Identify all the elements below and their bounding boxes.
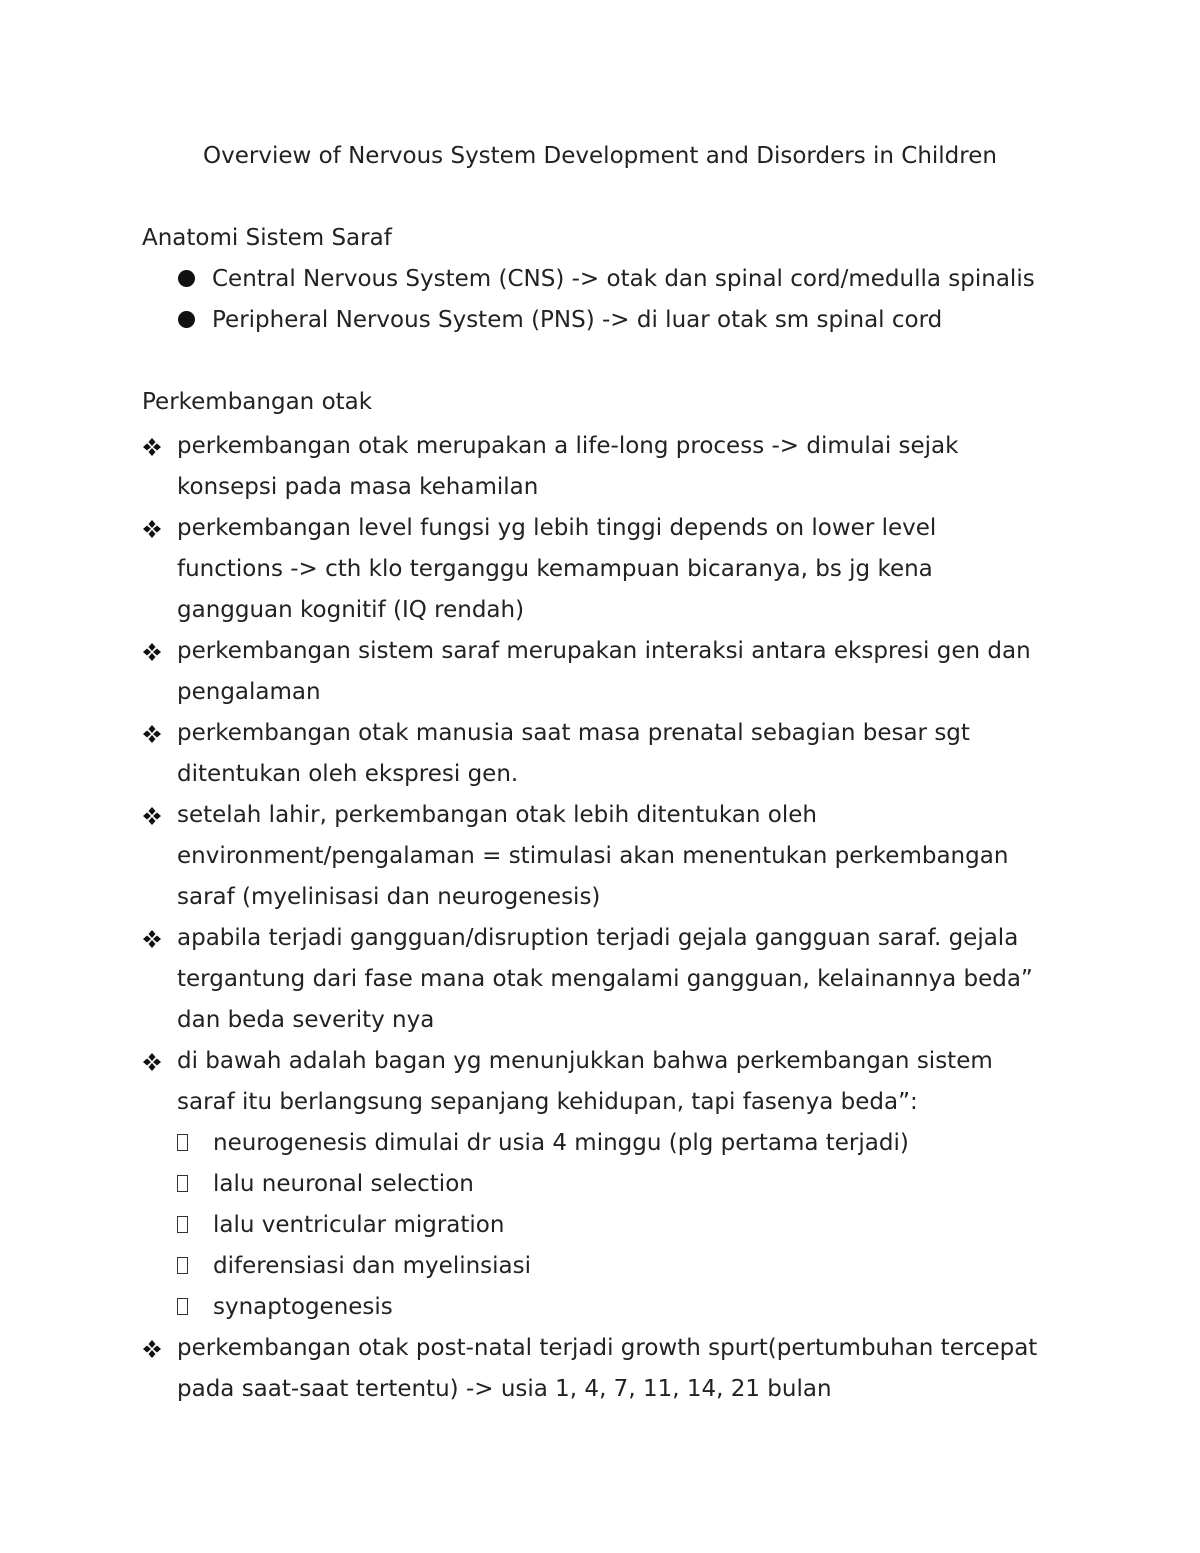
diamond-bullet-icon xyxy=(142,631,164,672)
sub-list-item-text: lalu ventricular migration xyxy=(213,1212,505,1238)
list-item-line: konsepsi pada masa kehamilan xyxy=(177,474,539,500)
sub-list-item xyxy=(177,1205,1072,1246)
list-item-line: functions -> cth klo terganggu kemampuan bicaranya, bs jg kena xyxy=(177,556,933,582)
list-item xyxy=(142,631,1072,713)
sub-list-item-text: neurogenesis dimulai dr usia 4 minggu (plg pertama terjadi) xyxy=(213,1130,909,1156)
list-item xyxy=(142,1328,1072,1410)
box-bullet-icon xyxy=(177,1175,188,1192)
sub-list-item xyxy=(177,1123,1072,1164)
list-item-line: setelah lahir, perkembangan otak lebih ditentukan oleh xyxy=(177,802,817,828)
bullet-text: Peripheral Nervous System (PNS) -> di luar otak sm spinal cord xyxy=(212,307,943,333)
bullet-item-pns xyxy=(178,304,942,336)
list-item-line: pada saat-saat tertentu) -> usia 1, 4, 7, 11, 14, 21 bulan xyxy=(177,1376,832,1402)
box-bullet-icon xyxy=(177,1216,188,1233)
diamond-bullet-icon xyxy=(142,1041,164,1082)
bullet-dot-icon xyxy=(178,270,195,287)
sub-list-item xyxy=(177,1164,1072,1205)
list-item-line: perkembangan sistem saraf merupakan interaksi antara ekspresi gen dan xyxy=(177,638,1031,664)
diamond-bullet-list xyxy=(142,426,1072,1410)
list-item-line: saraf itu berlangsung sepanjang kehidupan, tapi fasenya beda”: xyxy=(177,1089,918,1115)
list-item-line: environment/pengalaman = stimulasi akan menentukan perkembangan xyxy=(177,843,1009,869)
list-item xyxy=(142,426,1072,508)
list-item xyxy=(142,1041,1072,1328)
diamond-bullet-icon xyxy=(142,508,164,549)
list-item xyxy=(142,713,1072,795)
bullet-text: Central Nervous System (CNS) -> otak dan spinal cord/medulla spinalis xyxy=(212,266,1035,292)
list-item-line: perkembangan level fungsi yg lebih tinggi depends on lower level xyxy=(177,515,937,541)
list-item-line: pengalaman xyxy=(177,679,321,705)
diamond-bullet-icon xyxy=(142,713,164,754)
list-item-line: saraf (myelinisasi dan neurogenesis) xyxy=(177,884,601,910)
box-bullet-icon xyxy=(177,1298,188,1315)
document-title: Overview of Nervous System Development and Disorders in Children xyxy=(203,143,997,169)
diamond-bullet-icon xyxy=(142,1328,164,1369)
list-item-line: ditentukan oleh ekspresi gen. xyxy=(177,761,519,787)
list-item-line: perkembangan otak post-natal terjadi growth spurt(pertumbuhan tercepat xyxy=(177,1335,1038,1361)
sub-list-item-text: lalu neuronal selection xyxy=(213,1171,474,1197)
section-heading-perkembangan: Perkembangan otak xyxy=(142,389,373,415)
list-item-line: apabila terjadi gangguan/disruption terjadi gejala gangguan saraf. gejala xyxy=(177,925,1019,951)
sub-list-item-text: diferensiasi dan myelinsiasi xyxy=(213,1253,532,1279)
bullet-item-cns xyxy=(178,263,1035,295)
list-item xyxy=(142,918,1072,1041)
list-item-line: dan beda severity nya xyxy=(177,1007,435,1033)
list-item-line: perkembangan otak manusia saat masa prenatal sebagian besar sgt xyxy=(177,720,970,746)
sub-list xyxy=(177,1123,1072,1328)
bullet-dot-icon xyxy=(178,311,195,328)
diamond-bullet-icon xyxy=(142,918,164,959)
list-item xyxy=(142,795,1072,918)
diamond-bullet-icon xyxy=(142,795,164,836)
box-bullet-icon xyxy=(177,1134,188,1151)
list-item-line: perkembangan otak merupakan a life-long process -> dimulai sejak xyxy=(177,433,959,459)
list-item-line: tergantung dari fase mana otak mengalami gangguan, kelainannya beda” xyxy=(177,966,1033,992)
section-heading-anatomi: Anatomi Sistem Saraf xyxy=(142,225,392,251)
sub-list-item xyxy=(177,1287,1072,1328)
box-bullet-icon xyxy=(177,1257,188,1274)
diamond-bullet-icon xyxy=(142,426,164,467)
list-item-line: gangguan kognitif (IQ rendah) xyxy=(177,597,525,623)
list-item xyxy=(142,508,1072,631)
list-item-line: di bawah adalah bagan yg menunjukkan bahwa perkembangan sistem xyxy=(177,1048,993,1074)
sub-list-item xyxy=(177,1246,1072,1287)
sub-list-item-text: synaptogenesis xyxy=(213,1294,393,1320)
